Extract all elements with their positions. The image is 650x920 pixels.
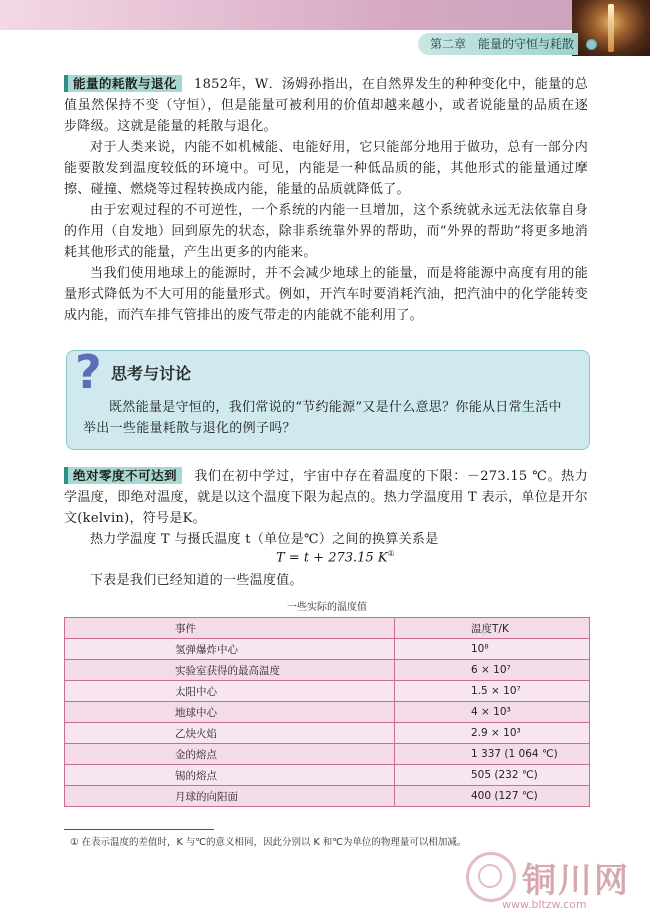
watermark-seal-icon [466,852,516,902]
table-caption: 一些实际的温度值 [287,602,367,613]
conversion-formula: T = t + 273.15 K① [276,549,395,566]
footnote-divider [64,829,214,830]
table-row: 实验室获得的最高温度 6 × 10⁷ [65,660,590,681]
rocket-launch-image [572,0,650,56]
table-header-row [65,618,590,639]
table-row: 太阳中心 1.5 × 10⁷ [65,681,590,702]
footnote: ① 在表示温度的差值时，K 与℃的意义相同，因此分别以 K 和℃为单位的物理量可以相加减。 [70,837,467,848]
paragraph-4: 当我们使用地球上的能源时，并不会减少地球上的能量，而是将能源中高度有用的能量形式降低为不大可用的能量形式。例如，开汽车时要消耗汽油，把汽油中的化学能转变成内能，而汽车排气管排出的废气带走的内能就不能利用了。 [64,266,588,323]
table-row: 月球的向阳面 400 (127 ℃) [65,786,590,807]
paragraph-2: 对于人类来说，内能不如机械能、电能好用，它只能部分地用于做功，总有一部分内能要散发到温度较低的环境中。可见，内能是一种低品质的能，其他形式的能量通过摩擦、碰撞、燃烧等过程转换成内能，能量的品质就降低了。 [64,140,588,197]
watermark-text: 铜川网 [522,860,630,901]
table-row: 锡的熔点 505 (232 ℃) [65,765,590,786]
table-row: 氢弹爆炸中心 10⁸ [65,639,590,660]
paragraph-7: 下表是我们已经知道的一些温度值。 [90,573,303,588]
header-band [0,0,650,30]
section-energy-dissipation [64,74,588,326]
watermark-logo [466,852,630,902]
paragraph-3: 由于宏观过程的不可逆性，一个系统的内能一旦增加，这个系统就永远无法依靠自身的作用（自发地）回到原先的状态，除非系统靠外界的帮助，而“外界的帮助”将更多地消耗其他形式的能量，产生出更多的内能来。 [64,203,588,260]
column-header-temperature: 温度T/K [395,618,590,639]
table-row: 乙炔火焰 2.9 × 10³ [65,723,590,744]
temperature-table [64,617,590,807]
column-header-event: 事件 [65,618,395,639]
chapter-label: 第二章 能量的守恒与耗散 [418,33,578,55]
paragraph-6: 热力学温度 T 与摄氏温度 t（单位是℃）之间的换算关系是 [90,532,439,547]
discussion-box [66,345,590,450]
paragraph-1: 能量的耗散与退化 1852年，W．汤姆孙指出，在自然界发生的种种变化中，能量的总值虽然保持不变（守恒），但是能量可被利用的价值却越来越小，或者说能量的品质在逐步降级。这就是能量的耗散与退化。 [64,76,588,134]
table-row: 金的熔点 1 337 (1 064 ℃) [65,744,590,765]
question-mark-icon: ? [75,345,102,399]
paragraph-5: 绝对零度不可达到 我们在初中学过，宇宙中存在着温度的下限：－273.15 ℃。热力学温度，即绝对温度，就是以这个温度下限为起点的。热力学温度用 T 表示，单位是开尔文(kelvin)，符号是K。 [64,468,588,526]
chapter-dot-icon [586,39,597,50]
discussion-body: 既然能量是守恒的，我们常说的“节约能源”又是什么意思？你能从日常生活中举出一些能量耗散与退化的例子吗？ [83,400,562,436]
keyword-absolute-zero: 绝对零度不可达到 [64,467,182,484]
discussion-title: 思考与讨论 [111,364,192,383]
table-row: 地球中心 4 × 10³ [65,702,590,723]
section-absolute-zero [64,466,588,550]
keyword-energy-dissipation: 能量的耗散与退化 [64,75,182,92]
watermark-url: www.bltzw.com [502,898,587,911]
